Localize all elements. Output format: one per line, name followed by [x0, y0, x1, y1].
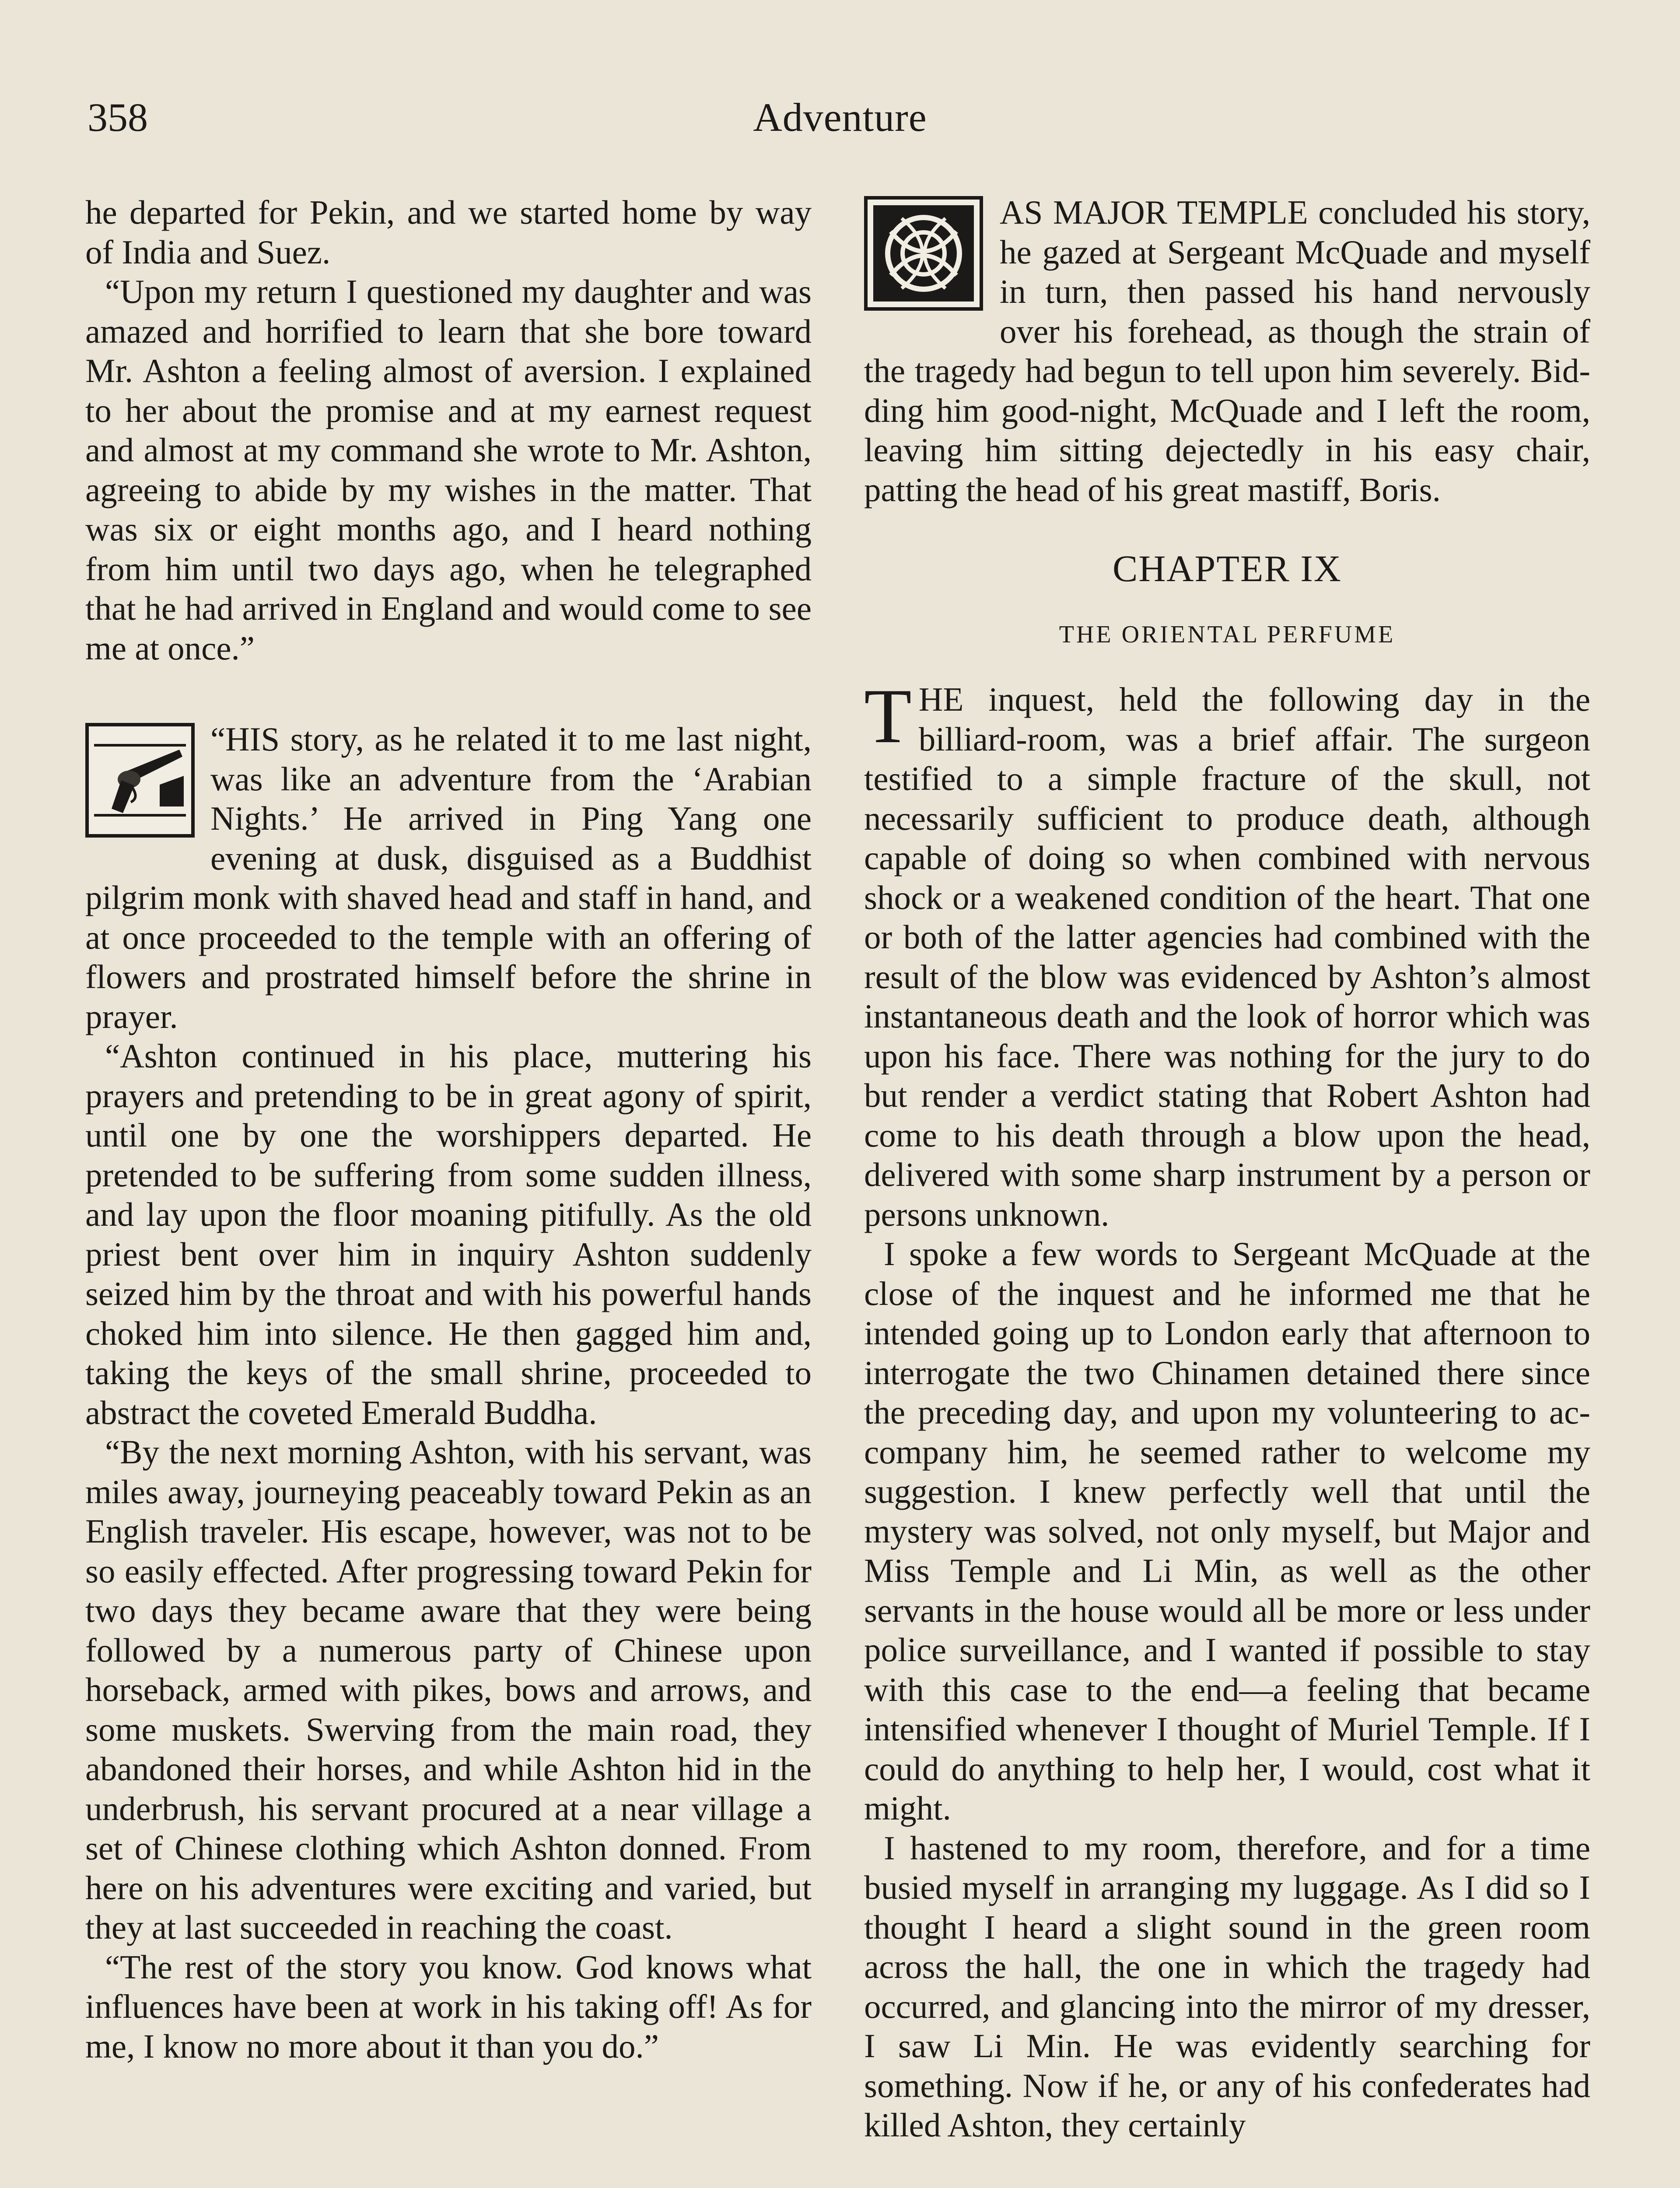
paragraph: AS MAJOR TEMPLE concluded his story, he gazed at Sergeant McQuade and myself in turn, then passed his hand nervously over his forehead, as though the strain of the tragedy had begun to tell upon him severely. Bidding him good-night, McQuade and I left the room, leaving him sitting dejectedly in his easy chair, patting the head of his great mastiff, Boris. — [864, 193, 1590, 508]
drop-cap: T — [864, 673, 912, 759]
celtic-knot-icon — [864, 196, 983, 311]
paragraph-dropcap — [864, 673, 1590, 1234]
paragraph: “By the next morning Ashton, with his servant, was miles away, journeying peaceably toward Pekin as an English traveler. His escape, however, was not to be so easily effected. After progressing toward Pekin for two days they became aware that they were being followed by a numerous party of Chinese upon horseback, armed with pikes, bows and arrows, and some muskets. Swerving from the main road, they abandoned their horses, and while Ashton hid in the underbrush, his servant procured at a near village a set of Chinese clothing which Ashton donned. From here on his adventures were exciting and varied, but they at last succeeded in reaching the coast. — [85, 1433, 812, 1946]
pistol-icon — [85, 723, 195, 838]
running-title: Adventure — [753, 95, 927, 140]
paragraph: I hastened to my room, therefore, and for a time busied myself in arranging my luggage. As I did so I thought I heard a slight sound in the green room across the hall, the one in which the tragedy had occurred, and glancing into the mirror of my dresser, I saw Li Min. He was evidently searching for something. Now if he, or any of his confederates had killed Ashton, they certainly — [864, 1829, 1590, 2144]
section-break — [85, 668, 812, 719]
right-column — [864, 193, 1590, 2145]
page-number: 358 — [88, 95, 148, 140]
paragraph: he departed for Pekin, and we started home by way of India and Suez. — [85, 193, 812, 271]
paragraph: “HIS story, as he related it to me last night, was like an adventure from the ‘Arabian Nights.’ He arrived in Ping Yang one evening at dusk, disguised as a Buddhist pilgrim monk with shaved head and staff in hand, and at once proceeded to the temple with an offering of flowers and prostrated himself before the shrine in prayer. — [85, 720, 812, 1035]
left-column — [85, 193, 812, 2066]
paragraph: “The rest of the story you know. God knows what influences have been at work in his taking off! As for me, I know no more about it than you do.” — [85, 1948, 812, 2065]
ornament-block — [85, 719, 812, 1036]
ornament-block — [864, 193, 1590, 509]
paragraph: I spoke a few words to Sergeant McQuade at the close of the inquest and he informed me that he intended going up to London early that afternoon to interrogate the two Chinamen detained there since the preceding day, and upon my volunteering to accompany him, he seemed rather to welcome my suggestion. I knew perfectly well that until the mystery was solved, not only myself, but Major and Miss Temple and Li Min, as well as the other servants in the house would all be more or less under police surveillance, and I wanted if possible to stay with this case to the end—a feeling that became intensified whenever I thought of Muriel Temple. If I could do anything to help her, I would, cost what it might. — [864, 1235, 1590, 1827]
paragraph: “Ashton continued in his place, muttering his prayers and pretending to be in great agony of spirit, until one by one the worshippers departed. He pretended to be suffering from some sudden illness, and lay upon the floor moaning pitifully. As the old priest bent over him in inquiry Ashton suddenly seized him by the throat and with his powerful hands choked him into silence. He then gagged him and, taking the keys of the small shrine, proceeded to abstract the coveted Emerald Buddha. — [85, 1037, 812, 1431]
chapter-subtitle: THE ORIENTAL PERFUME — [1059, 621, 1396, 648]
paragraph-text: HE inquest, held the following day in the billiard-room, was a brief affair. The surgeon testified to a simple fracture of the skull, not necessarily sufficient to produce death, although capable of doing so when combined with nervous shock or a weakened condition of the heart. That one or both of the latter agencies had combined with the result of the blow was evidenced by Ashton’s almost instantaneous death and the look of horror which was upon his face. There was nothing for the jury to do but render a verdict stating that Robert Ashton had come to his death through a blow upon the head, delivered with some sharp instrument by a person or persons unknown. — [864, 680, 1590, 1233]
paragraph: “Upon my return I questioned my daughter and was amazed and horrified to learn that she bore toward Mr. Ashton a feeling almost of aversion. I explained to her about the promise and at my earnest request and almost at my command she wrote to Mr. Ashton, agreeing to abide by my wishes in the matter. That was six or eight months ago, and I heard nothing from him until two days ago, when he telegraphed that he had arrived in England and would come to see me at once.” — [85, 273, 812, 667]
chapter-title: CHAPTER IX — [1112, 547, 1342, 589]
